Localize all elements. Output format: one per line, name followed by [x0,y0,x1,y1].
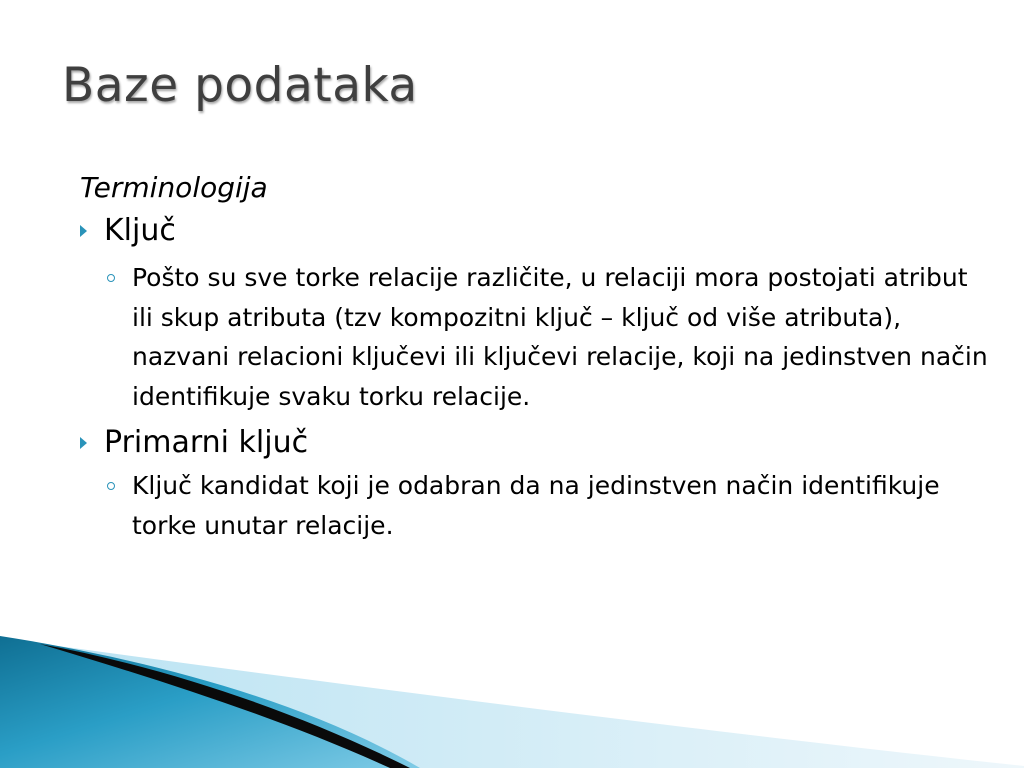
subtitle: Terminologija [80,171,268,204]
bullet-primarni-kljuc [80,422,980,464]
footer-wave-decoration [0,628,1024,768]
sub-bullet-primarni-kljuc-definition [80,466,990,545]
bullet-heading: Ključ [104,213,176,248]
sub-bullet-text: Ključ kandidat koji je odabran da na jedinstven način identifikuje torke unutar relacije. [132,471,940,540]
bullet-kljuc [80,210,980,252]
bullet-heading: Primarni ključ [104,425,309,460]
triangle-bullet-icon [80,225,87,237]
circle-bullet-icon [107,274,115,282]
circle-bullet-icon [107,482,115,490]
sub-bullet-text: Pošto su sve torke relacije različite, u relaciji mora postojati atribut ili skup atributa (tzv kompozitni ključ – ključ od više atributa), nazvani relacioni ključevi ili ključevi relacije, koji na jedinstven način identifikuje svaku torku relacije. [132,263,988,411]
triangle-bullet-icon [80,437,87,449]
slide-content [80,168,988,545]
sub-bullet-kljuc-definition [80,258,990,416]
slide-title: Baze podataka [62,58,418,113]
